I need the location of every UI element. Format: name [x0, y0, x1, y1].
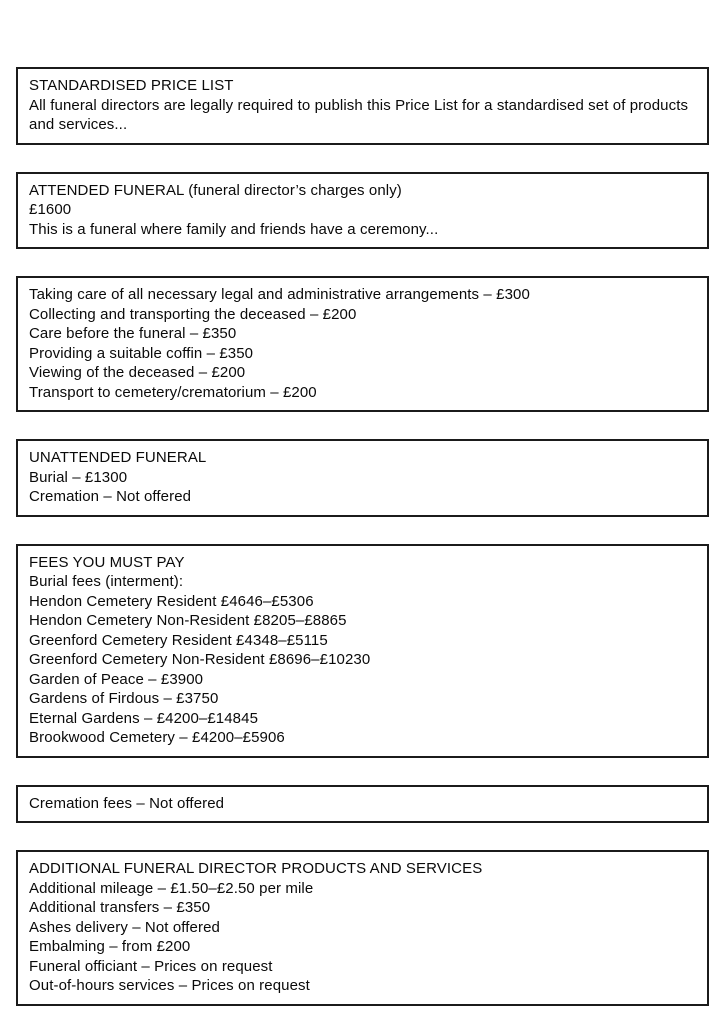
section-attended-funeral-breakdown	[16, 276, 709, 412]
additional-products-services-line-5: Funeral officiant – Prices on request	[29, 957, 273, 975]
unattended-funeral-line-2: Cremation – Not offered	[29, 488, 192, 505]
fees-you-must-pay-line-7: Gardens of Firdous – £3750	[29, 690, 219, 707]
fees-you-must-pay-line-6: Garden of Peace – £3900	[29, 670, 204, 688]
additional-products-services-line-3: Ashes delivery – Not offered	[29, 918, 220, 936]
section-unattended-funeral	[16, 439, 709, 517]
fees-you-must-pay-line-9: Brookwood Cemetery – £4200–£5906	[29, 729, 285, 746]
fees-you-must-pay-line-0: FEES YOU MUST PAY	[29, 553, 185, 571]
additional-products-services-line-0: ADDITIONAL FUNERAL DIRECTOR PRODUCTS AND SERVICES	[29, 860, 483, 877]
attended-funeral-line-1: £1600	[29, 201, 72, 218]
unattended-funeral-line-0: UNATTENDED FUNERAL	[29, 449, 207, 466]
attended-funeral-breakdown-line-0: Taking care of all necessary legal and administrative arrangements – £300	[29, 286, 530, 303]
fees-you-must-pay-line-3: Hendon Cemetery Non-Resident £8205–£8865	[29, 612, 347, 629]
attended-funeral-breakdown-line-1: Collecting and transporting the deceased – £200	[29, 305, 357, 323]
attended-funeral-breakdown-line-5: Transport to cemetery/crematorium – £200	[29, 383, 317, 401]
fees-you-must-pay-line-4: Greenford Cemetery Resident £4348–£5115	[29, 631, 328, 649]
attended-funeral-breakdown-line-2: Care before the funeral – £350	[29, 325, 237, 342]
section-attended-funeral	[16, 172, 709, 250]
additional-products-services-line-6: Out-of-hours services – Prices on request	[29, 977, 310, 994]
unattended-funeral-line-1: Burial – £1300	[29, 468, 128, 486]
cremation-fees-line-0: Cremation fees – Not offered	[29, 794, 225, 812]
standardised-price-list-line-0: STANDARDISED PRICE LIST	[29, 77, 234, 94]
additional-products-services-line-1: Additional mileage – £1.50–£2.50 per mile	[29, 879, 314, 897]
fees-you-must-pay-line-1: Burial fees (interment):	[29, 573, 184, 590]
section-standardised-price-list	[16, 67, 709, 145]
fees-you-must-pay-line-5: Greenford Cemetery Non-Resident £8696–£10230	[29, 651, 371, 668]
attended-funeral-breakdown-line-3: Providing a suitable coffin – £350	[29, 344, 254, 362]
section-cremation-fees	[16, 785, 709, 824]
standardised-price-list-line-1: All funeral directors are legally required to publish this Price List for a standardised set of products and services...	[29, 96, 689, 133]
attended-funeral-line-2: This is a funeral where family and friends have a ceremony...	[29, 220, 439, 238]
additional-products-services-line-2: Additional transfers – £350	[29, 899, 211, 916]
section-fees-you-must-pay	[16, 544, 709, 758]
additional-products-services-line-4: Embalming – from £200	[29, 938, 191, 955]
section-additional-products-services	[16, 850, 709, 1006]
attended-funeral-line-0: ATTENDED FUNERAL (funeral director’s charges only)	[29, 181, 402, 199]
fees-you-must-pay-line-8: Eternal Gardens – £4200–£14845	[29, 709, 259, 727]
attended-funeral-breakdown-line-4: Viewing of the deceased – £200	[29, 364, 246, 381]
fees-you-must-pay-line-2: Hendon Cemetery Resident £4646–£5306	[29, 592, 314, 610]
